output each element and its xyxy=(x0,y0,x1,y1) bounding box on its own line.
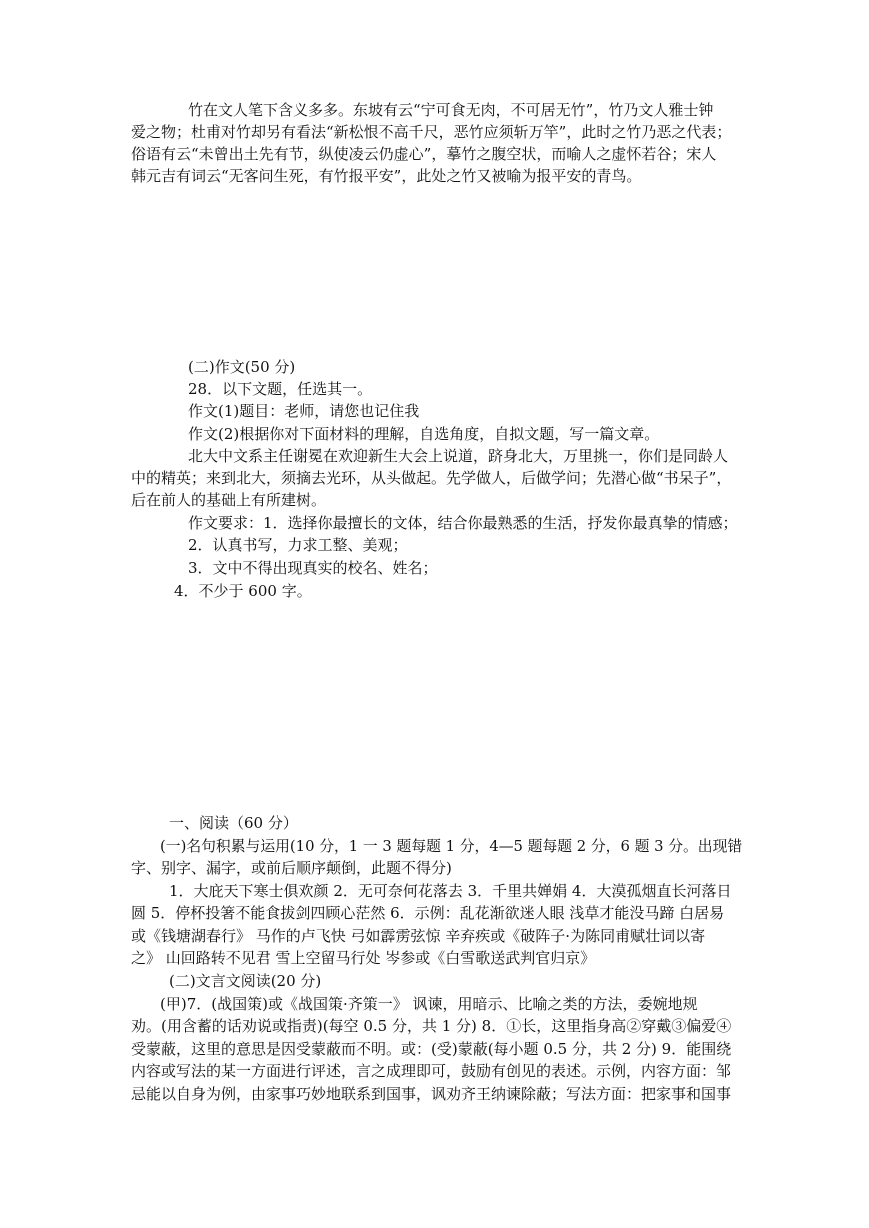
section-heading: (二)作文(50 分) xyxy=(188,358,296,376)
part1-answer-line: 之》 山回路转不见君 雪上空留马行处 岑参或《白雪歌送武判官归京》 xyxy=(131,949,596,967)
requirement-2: 2．认真书写，力求工整、美观； xyxy=(188,536,408,554)
part1-intro-line: 字、别字、漏字，或前后顺序颠倒，此题不得分) xyxy=(131,859,452,877)
part1-answer-line: 或《钱塘湖春行》 马作的卢飞快 弓如霹雳弦惊 辛弃疾或《破阵子·为陈同甫赋壮词以寄 xyxy=(131,927,706,945)
part2-heading: (二)文言文阅读(20 分) xyxy=(169,972,322,990)
part1-answer-line: 1．大庇天下寒士俱欢颜 2．无可奈何花落去 3．千里共婵娟 4．大漠孤烟直长河落日 xyxy=(169,882,732,900)
reading-heading: 一、阅读（60 分） xyxy=(169,814,298,832)
question-28: 28．以下文题，任选其一。 xyxy=(188,380,373,398)
part2-line: 受蒙蔽，这里的意思是因受蒙蔽而不明。或：(受)蒙蔽(每小题 0.5 分，共 2 分) 9．能围绕 xyxy=(131,1040,732,1058)
part2-line: 内容或写法的某一方面进行评述，言之成理即可，鼓励有创见的表述。示例，内容方面：邹 xyxy=(131,1062,732,1080)
part2-line: 忌能以自身为例，由家事巧妙地联系到国事，讽劝齐王纳谏除蔽；写法方面：把家事和国事 xyxy=(131,1085,732,1103)
paragraph-line: 竹在文人笔下含义多多。东坡有云“宁可食无肉，不可居无竹”，竹乃文人雅士钟 xyxy=(188,101,714,119)
material-line: 后在前人的基础上有所建树。 xyxy=(131,491,327,509)
part1-intro-line: (一)名句积累与运用(10 分，1 一 3 题每题 1 分，4—5 题每题 2 分，6 题 3 分。出现错 xyxy=(160,837,743,855)
material-line: 北大中文系主任谢冕在欢迎新生大会上说道，跻身北大，万里挑一，你们是同龄人 xyxy=(188,447,729,465)
part1-answer-line: 圆 5．停杯投箸不能食拔剑四顾心茫然 6．示例：乱花渐欲迷人眼 浅草才能没马蹄 白居易 xyxy=(131,904,725,922)
part2-line: (甲)7．(战国策)或《战国策·齐策一》 讽谏，用暗示、比喻之类的方法，委婉地规 xyxy=(160,995,698,1013)
material-line: 中的精英；来到北大，须摘去光环，从头做起。先学做人，后做学问；先潜心做“书呆子”， xyxy=(131,469,732,487)
requirement-3: 3．文中不得出现真实的校名、姓名； xyxy=(188,559,438,577)
paragraph-line: 爱之物；杜甫对竹却另有看法“新松恨不高千尺，恶竹应须斩万竿”，此时之竹乃恶之代表； xyxy=(131,123,732,141)
essay-topic-1: 作文(1)题目：老师，请您也记住我 xyxy=(188,402,420,420)
paragraph-line: 韩元吉有词云“无客问生死，有竹报平安”，此处之竹又被喻为报平安的青鸟。 xyxy=(131,167,642,185)
essay-topic-2: 作文(2)根据你对下面材料的理解，自选角度，自拟文题，写一篇文章。 xyxy=(188,425,660,443)
paragraph-line: 俗语有云“未曾出土先有节，纵使凌云仍虚心”，摹竹之腹空状，而喻人之虚怀若谷；宋人 xyxy=(131,145,717,163)
requirement-1: 作文要求：1．选择你最擅长的文体，结合你最熟悉的生活，抒发你最真挚的情感； xyxy=(188,514,738,532)
part2-line: 劝。(用含蓄的话劝说或指责)(每空 0.5 分，共 1 分) 8．①长，这里指身高②穿戴③偏爱④ xyxy=(131,1017,732,1035)
requirement-4: 4．不少于 600 字。 xyxy=(174,582,312,600)
